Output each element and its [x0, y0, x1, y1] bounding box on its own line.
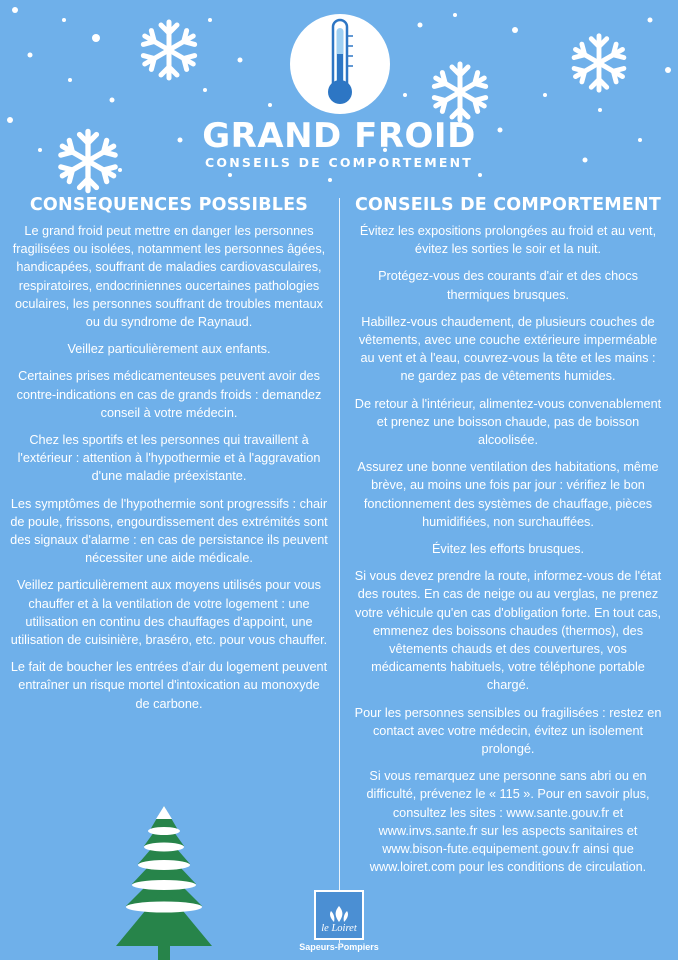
consequences-column	[10, 222, 328, 722]
paragraph: Si vous remarquez une personne sans abri ou en difficulté, prévenez le « 115 ». Pour en savoir plus, consultez les sites : www.sante.gouv.fr et www.invs.sante.fr sur les aspects sanitaires et www.bison-fute.equipement.gouv.fr ainsi que www.loiret.com pour les conditions de circulation.	[366, 769, 650, 875]
thermometer-badge	[290, 14, 390, 114]
paragraph: Évitez les efforts brusques.	[431, 542, 585, 557]
paragraph: Évitez les expositions prolongées au froid et au vent, évitez les sorties le soir et la nuit.	[359, 224, 657, 257]
paragraph: Veillez particulièrement aux enfants.	[67, 342, 271, 357]
logo-caption: Sapeurs-Pompiers	[299, 942, 379, 952]
flame-icon	[326, 905, 352, 923]
thermometer-icon	[290, 14, 390, 114]
paragraph: Assurez une bonne ventilation des habitations, même brève, au moins une fois par jour : vérifiez le bon fonctionnement des systèmes de chauffage, pièces humidifiées, non surchauffées.	[357, 460, 659, 529]
paragraph: Protégez-vous des courants d'air et des chocs thermiques brusques.	[378, 269, 638, 302]
left-column-title: CONSEQUENCES POSSIBLES	[29, 195, 309, 215]
page-title: GRAND FROID	[202, 116, 476, 156]
advice-column	[352, 222, 664, 886]
column-divider	[339, 198, 340, 943]
paragraph: Si vous devez prendre la route, informez-vous de l'état des routes. En cas de neige ou au verglas, ne prenez votre véhicule qu'en cas d'obligation forte. En tout cas, emmenez des boissons chaudes (thermos), des vêtements chauds et des couvertures, vos médicaments habituels, votre téléphone portable chargé.	[354, 569, 662, 693]
paragraph: Habillez-vous chaudement, de plusieurs couches de vêtements, avec une couche extérieure imperméable au vent et à l'eau, couvrez-vous la tête et les mains : ne gardez pas de vêtements humides.	[358, 314, 658, 384]
snowflake-icon	[566, 30, 632, 96]
page-subtitle: CONSEILS DE COMPORTEMENT	[205, 155, 473, 170]
snowflake-icon	[135, 16, 203, 84]
paragraph: Chez les sportifs et les personnes qui travaillent à l'extérieur : attention à l'hypothermie et à l'aggravation d'une maladie préexistante.	[17, 433, 321, 484]
logo-text: le Loiret	[321, 923, 357, 934]
paragraph: Pour les personnes sensibles ou fragilisées : restez en contact avec votre médecin, évitez un isolement prolongé.	[354, 705, 662, 757]
paragraph: Le fait de boucher les entrées d'air du logement peuvent entraîner un risque mortel d'intoxication au monoxyde de carbone.	[10, 660, 328, 711]
loiret-logo	[314, 890, 364, 940]
snowy-tree-icon	[112, 806, 216, 960]
paragraph: Le grand froid peut mettre en danger les personnes fragilisées ou isolées, notamment les personnes âgées, handicapées, souffrant de maladies cardiovasculaires, respiratoires, endocriniennes oucertaines pathologies oculaires, les personnes souffrant de troubles mentaux ou du syndrome de Raynaud.	[12, 224, 326, 330]
paragraph: Certaines prises médicamenteuses peuvent avoir des contre-indications en cas de grands froids : demandez conseil à votre médecin.	[16, 369, 322, 420]
right-column-title: CONSEILS DE COMPORTEMENT	[354, 195, 662, 215]
paragraph: Veillez particulièrement aux moyens utilisés pour vous chauffer et à la ventilation de votre logement : une utilisation en continu des chauffages d'appoint, une utilisation de cuisinière, braséro, etc. pour vous chauffer.	[10, 578, 328, 648]
paragraph: De retour à l'intérieur, alimentez-vous convenablement et prenez une boisson chaude, pas de boisson alcoolisée.	[354, 396, 662, 448]
paragraph: Les symptômes de l'hypothermie sont progressifs : chair de poule, frissons, engourdissement des extrémités sont des signaux d'alarme : en cas de persistance ils peuvent nécessiter une aide médicale.	[10, 496, 328, 566]
